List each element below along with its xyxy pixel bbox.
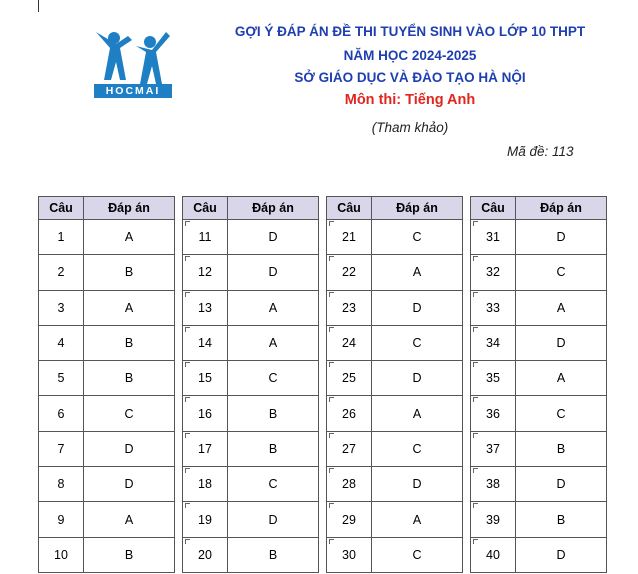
answer-cell: C — [372, 431, 463, 466]
table-row — [39, 537, 175, 572]
answer-cell: D — [516, 220, 607, 255]
cell-marker — [185, 256, 190, 261]
cell-marker — [473, 468, 478, 473]
answer-cell: C — [516, 396, 607, 431]
cell-marker — [329, 539, 334, 544]
table-row — [183, 220, 319, 255]
cell-marker — [185, 433, 190, 438]
question-number-cell: 23 — [327, 290, 372, 325]
question-number-cell: 4 — [39, 325, 84, 360]
table-row — [327, 220, 463, 255]
answer-table-3 — [326, 196, 463, 573]
table-row — [39, 325, 175, 360]
table-row — [39, 431, 175, 466]
header-title-line1: GỢI Ý ĐÁP ÁN ĐỀ THI TUYỂN SINH VÀO LỚP 10 THPT — [234, 24, 586, 39]
table-header-row — [183, 197, 319, 220]
cell-marker — [473, 539, 478, 544]
cell-marker — [473, 397, 478, 402]
answer-cell: D — [228, 502, 319, 537]
cell-marker — [473, 503, 478, 508]
table-row — [327, 537, 463, 572]
col-header-question: Câu — [471, 197, 516, 220]
col-header-answer: Đáp án — [84, 197, 175, 220]
answer-cell: A — [84, 290, 175, 325]
table-row — [471, 255, 607, 290]
exam-code: Mã đề: 113 — [507, 144, 574, 159]
question-number-cell: 36 — [471, 396, 516, 431]
question-number-cell: 8 — [39, 467, 84, 502]
table-header-row — [327, 197, 463, 220]
question-number-cell: 11 — [183, 220, 228, 255]
table-row — [183, 290, 319, 325]
table-row — [471, 537, 607, 572]
cell-marker — [185, 468, 190, 473]
table-row — [327, 325, 463, 360]
answer-table-2 — [182, 196, 319, 573]
table-row — [327, 396, 463, 431]
answer-cell: B — [84, 537, 175, 572]
col-header-question: Câu — [39, 197, 84, 220]
table-row — [327, 467, 463, 502]
cell-marker — [185, 539, 190, 544]
table-row — [39, 502, 175, 537]
table-row — [183, 361, 319, 396]
answer-cell: B — [84, 325, 175, 360]
table-row — [183, 396, 319, 431]
answer-cell: C — [516, 255, 607, 290]
subject-label: Môn thi: Tiếng Anh — [344, 92, 476, 108]
table-row — [471, 325, 607, 360]
answer-cell: C — [372, 537, 463, 572]
answer-cell: D — [228, 255, 319, 290]
answer-cell: C — [372, 220, 463, 255]
table-row — [183, 325, 319, 360]
answer-cell: D — [516, 537, 607, 572]
table-row — [39, 361, 175, 396]
answer-cell: A — [372, 502, 463, 537]
question-number-cell: 6 — [39, 396, 84, 431]
question-number-cell: 38 — [471, 467, 516, 502]
question-number-cell: 7 — [39, 431, 84, 466]
answer-cell: B — [228, 396, 319, 431]
answer-cell: B — [228, 537, 319, 572]
answer-cell: D — [516, 467, 607, 502]
answer-cell: B — [516, 431, 607, 466]
answer-cell: B — [228, 431, 319, 466]
answer-cell: D — [84, 431, 175, 466]
header-title-line3: SỞ GIÁO DỤC VÀ ĐÀO TẠO HÀ NỘI — [294, 70, 526, 85]
answer-cell: D — [84, 467, 175, 502]
answer-cell: B — [516, 502, 607, 537]
logo-wordmark: HOCMAI — [94, 84, 172, 98]
table-header-row — [39, 197, 175, 220]
table-row — [327, 290, 463, 325]
question-number-cell: 29 — [327, 502, 372, 537]
table-row — [183, 537, 319, 572]
question-number-cell: 37 — [471, 431, 516, 466]
header-title-line2: NĂM HỌC 2024-2025 — [343, 48, 477, 63]
table-row — [39, 255, 175, 290]
reference-note: (Tham khảo) — [371, 120, 449, 135]
question-number-cell: 16 — [183, 396, 228, 431]
cell-marker — [185, 362, 190, 367]
question-number-cell: 15 — [183, 361, 228, 396]
table-row — [327, 255, 463, 290]
answer-cell: A — [228, 325, 319, 360]
answer-cell: C — [228, 467, 319, 502]
cell-marker — [473, 221, 478, 226]
cell-marker — [329, 221, 334, 226]
question-number-cell: 25 — [327, 361, 372, 396]
question-number-cell: 32 — [471, 255, 516, 290]
question-number-cell: 1 — [39, 220, 84, 255]
table-row — [39, 290, 175, 325]
table-row — [327, 502, 463, 537]
answer-cell: D — [516, 325, 607, 360]
question-number-cell: 26 — [327, 396, 372, 431]
cell-marker — [185, 221, 190, 226]
table-row — [471, 220, 607, 255]
answer-cell: D — [372, 467, 463, 502]
text-cursor — [38, 0, 39, 12]
question-number-cell: 22 — [327, 255, 372, 290]
question-number-cell: 17 — [183, 431, 228, 466]
table-row — [183, 255, 319, 290]
answer-cell: C — [372, 325, 463, 360]
answer-cell: A — [84, 220, 175, 255]
answer-cell: D — [372, 290, 463, 325]
answer-cell: C — [84, 396, 175, 431]
answer-cell: A — [516, 290, 607, 325]
answer-cell: A — [372, 255, 463, 290]
col-header-answer: Đáp án — [372, 197, 463, 220]
table-row — [471, 467, 607, 502]
cell-marker — [185, 397, 190, 402]
question-number-cell: 33 — [471, 290, 516, 325]
cell-marker — [473, 292, 478, 297]
question-number-cell: 9 — [39, 502, 84, 537]
col-header-answer: Đáp án — [516, 197, 607, 220]
question-number-cell: 19 — [183, 502, 228, 537]
cell-marker — [473, 256, 478, 261]
table-row — [471, 290, 607, 325]
question-number-cell: 27 — [327, 431, 372, 466]
table-header-row — [471, 197, 607, 220]
question-number-cell: 2 — [39, 255, 84, 290]
question-number-cell: 21 — [327, 220, 372, 255]
cell-marker — [473, 362, 478, 367]
cell-marker — [329, 362, 334, 367]
cell-marker — [329, 292, 334, 297]
cell-marker — [185, 327, 190, 332]
cell-marker — [329, 327, 334, 332]
table-row — [471, 396, 607, 431]
question-number-cell: 35 — [471, 361, 516, 396]
table-row — [327, 431, 463, 466]
question-number-cell: 40 — [471, 537, 516, 572]
cell-marker — [473, 327, 478, 332]
answer-cell: A — [84, 502, 175, 537]
question-number-cell: 13 — [183, 290, 228, 325]
question-number-cell: 3 — [39, 290, 84, 325]
question-number-cell: 39 — [471, 502, 516, 537]
cell-marker — [329, 256, 334, 261]
table-row — [471, 502, 607, 537]
question-number-cell: 5 — [39, 361, 84, 396]
answer-cell: A — [372, 396, 463, 431]
cell-marker — [329, 468, 334, 473]
question-number-cell: 24 — [327, 325, 372, 360]
col-header-question: Câu — [183, 197, 228, 220]
answer-cell: C — [228, 361, 319, 396]
table-row — [39, 220, 175, 255]
table-row — [471, 431, 607, 466]
answer-cell: A — [228, 290, 319, 325]
cell-marker — [473, 433, 478, 438]
cell-marker — [185, 292, 190, 297]
question-number-cell: 30 — [327, 537, 372, 572]
question-number-cell: 34 — [471, 325, 516, 360]
question-number-cell: 12 — [183, 255, 228, 290]
answer-table-1 — [38, 196, 175, 573]
col-header-answer: Đáp án — [228, 197, 319, 220]
answer-cell: B — [84, 255, 175, 290]
col-header-question: Câu — [327, 197, 372, 220]
cell-marker — [185, 503, 190, 508]
question-number-cell: 28 — [327, 467, 372, 502]
table-row — [39, 467, 175, 502]
answer-cell: D — [372, 361, 463, 396]
question-number-cell: 18 — [183, 467, 228, 502]
table-row — [183, 502, 319, 537]
answer-table-4 — [470, 196, 607, 573]
question-number-cell: 10 — [39, 537, 84, 572]
table-row — [183, 431, 319, 466]
cell-marker — [329, 397, 334, 402]
question-number-cell: 20 — [183, 537, 228, 572]
table-row — [327, 361, 463, 396]
table-row — [471, 361, 607, 396]
answer-cell: A — [516, 361, 607, 396]
question-number-cell: 31 — [471, 220, 516, 255]
answer-cell: D — [228, 220, 319, 255]
answer-cell: B — [84, 361, 175, 396]
table-row — [183, 467, 319, 502]
cell-marker — [329, 433, 334, 438]
cell-marker — [329, 503, 334, 508]
question-number-cell: 14 — [183, 325, 228, 360]
table-row — [39, 396, 175, 431]
